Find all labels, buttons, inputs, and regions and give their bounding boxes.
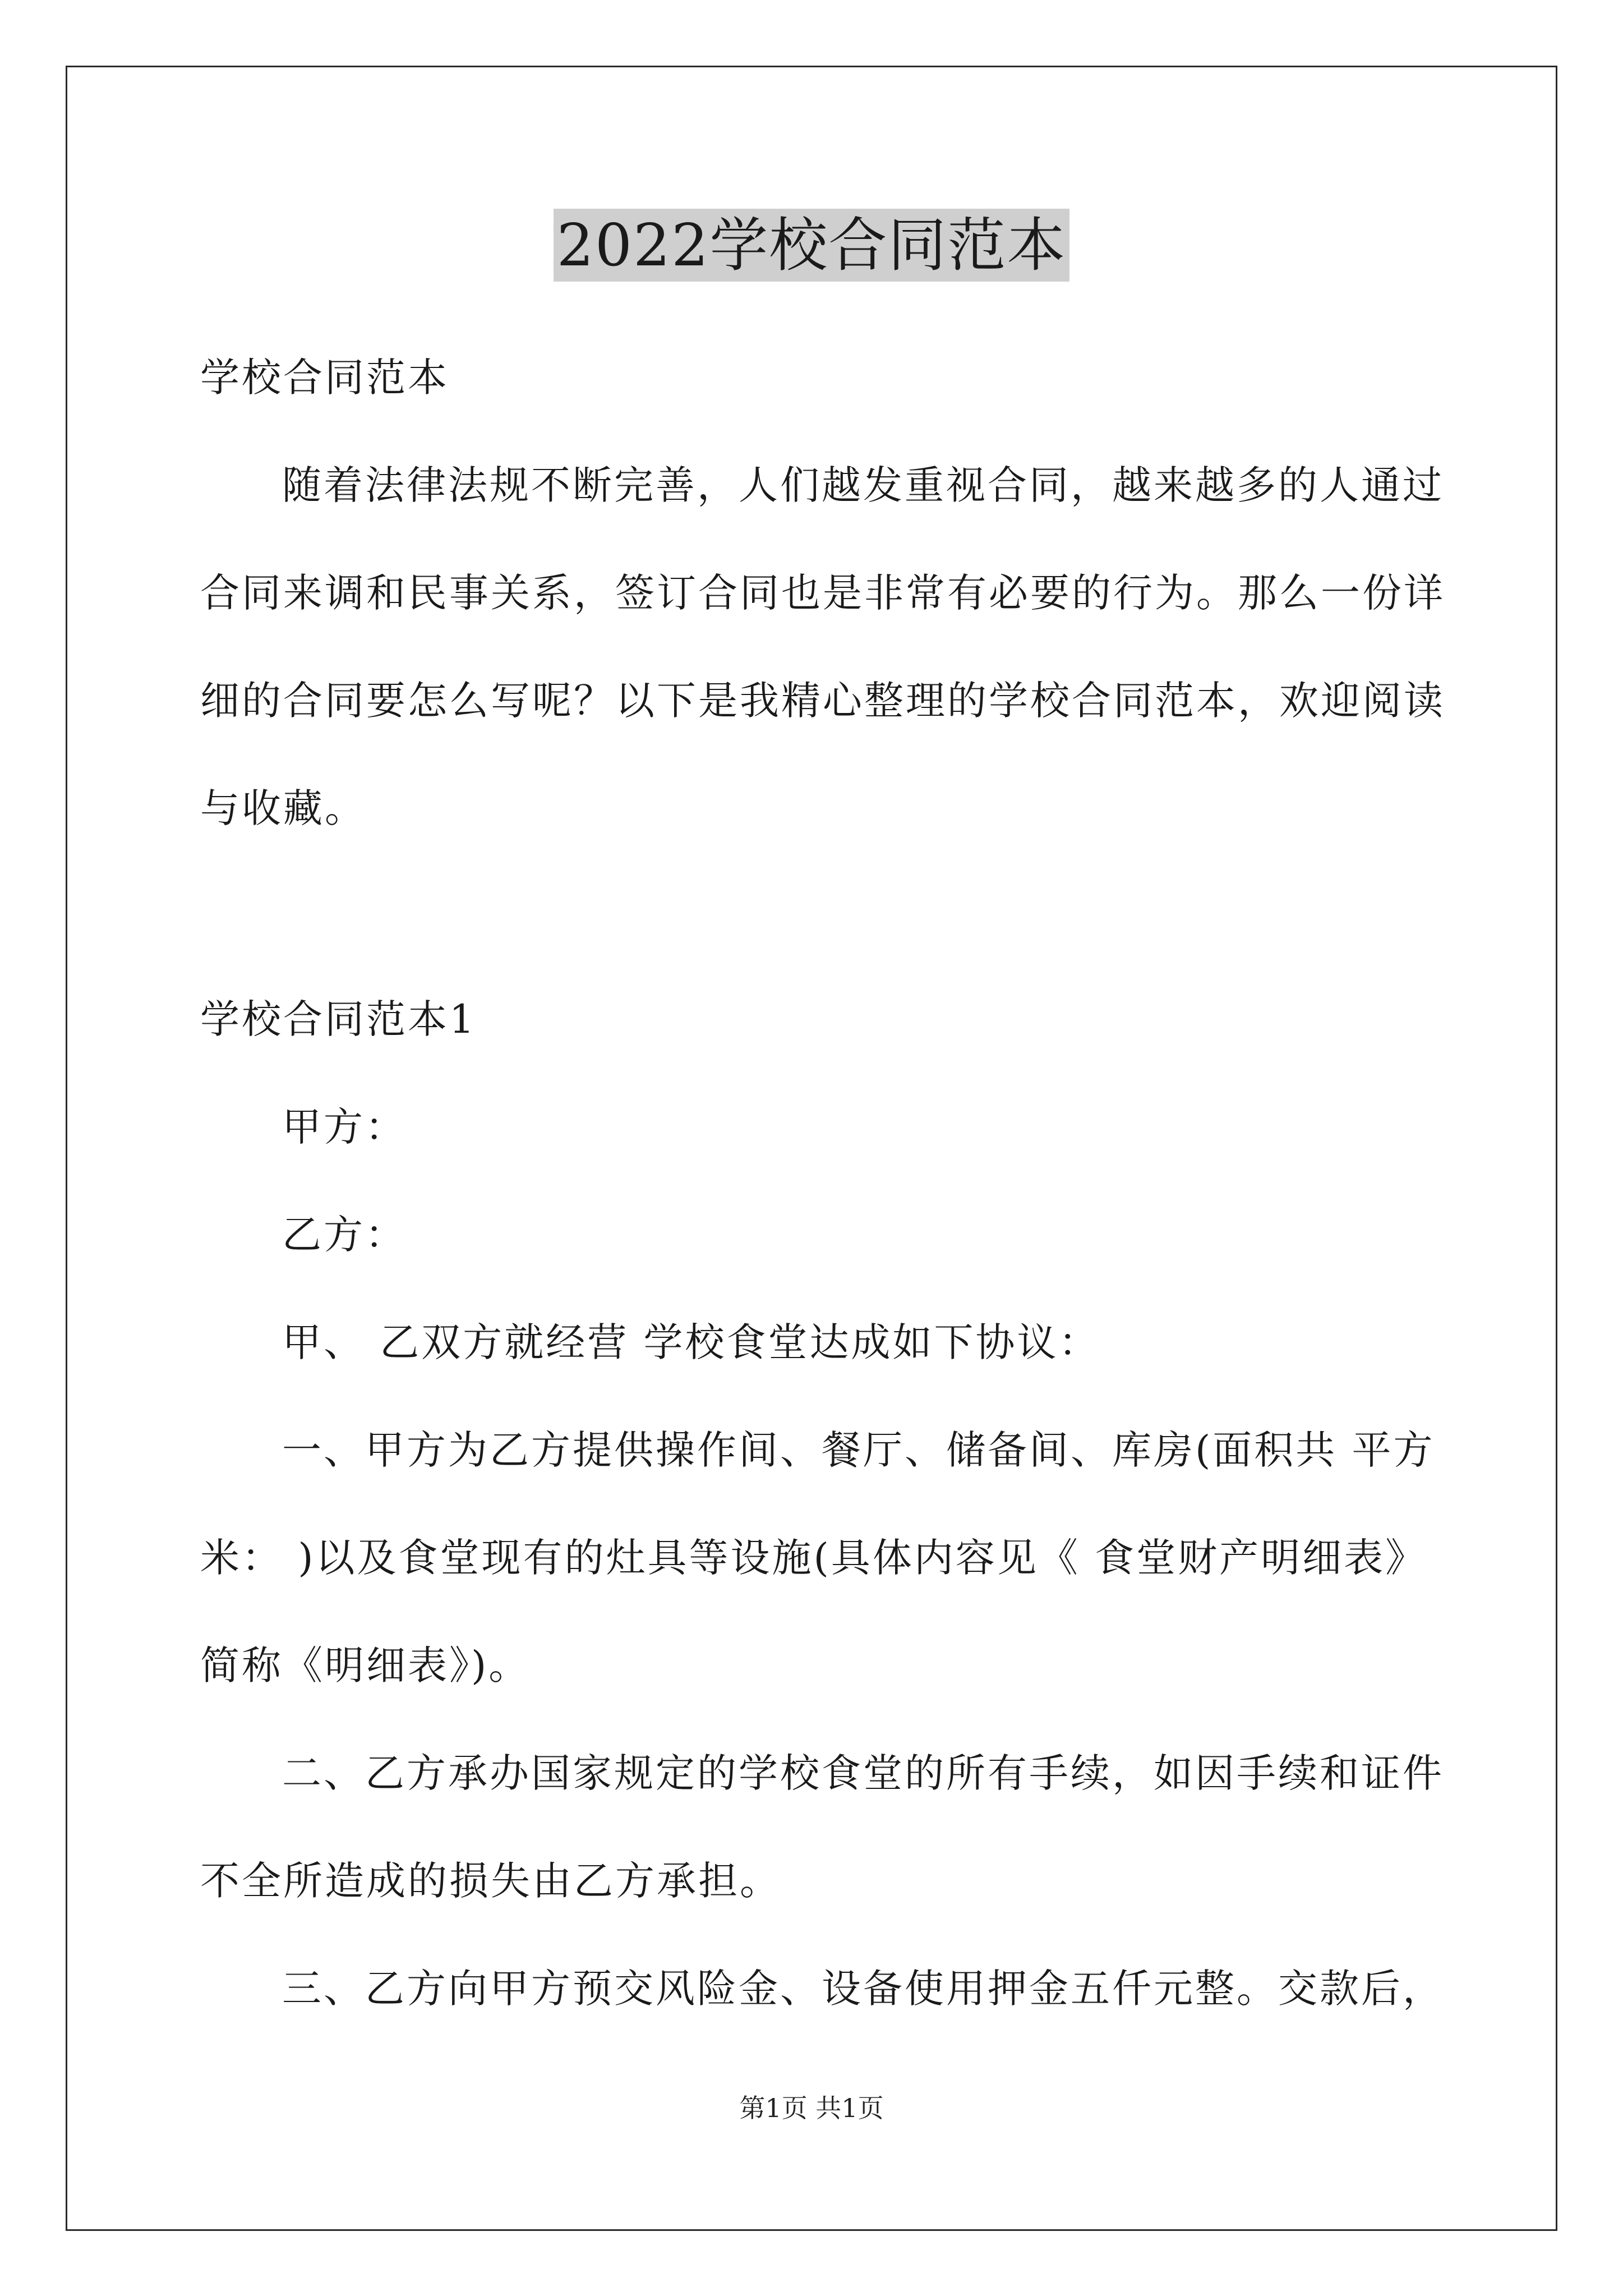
party-a-label: 甲方：	[282, 1104, 407, 1150]
section-heading: 学校合同范本1	[200, 996, 477, 1042]
subtitle: 学校合同范本	[200, 355, 449, 401]
intro-line-2: 合同来调和民事关系，签订合同也是非常有必要的行为。那么一份详	[200, 570, 1445, 616]
clause-3-line-1: 三、乙方向甲方预交风险金、设备使用押金五仟元整。交款后，	[282, 1966, 1444, 2012]
page-footer: 第1页 共1页	[739, 2093, 884, 2123]
clause-1-line-1: 一、甲方为乙方提供操作间、餐厅、储备间、库房(面积共 平方	[282, 1427, 1435, 1473]
clause-1-line-3: 简称《明细表》)。	[200, 1642, 531, 1688]
clause-1-line-2: 米： )以及食堂现有的灶具等设施(具体内容见《 食堂财产明细表》	[200, 1535, 1427, 1581]
document-title-text: 2022学校合同范本	[554, 209, 1070, 282]
clause-2-line-1: 二、乙方承办国家规定的学校食堂的所有手续，如因手续和证件	[282, 1750, 1444, 1796]
document-title	[0, 209, 1623, 282]
intro-line-1: 随着法律法规不断完善，人们越发重视合同，越来越多的人通过	[282, 462, 1444, 508]
clause-2-line-2: 不全所造成的损失由乙方承担。	[200, 1858, 781, 1904]
intro-line-3: 细的合同要怎么写呢？以下是我精心整理的学校合同范本，欢迎阅读	[200, 678, 1445, 724]
agreement-line: 甲、 乙双方就经营 学校食堂达成如下协议：	[282, 1319, 1100, 1365]
party-b-label: 乙方：	[282, 1212, 407, 1258]
intro-line-4: 与收藏。	[200, 785, 366, 831]
